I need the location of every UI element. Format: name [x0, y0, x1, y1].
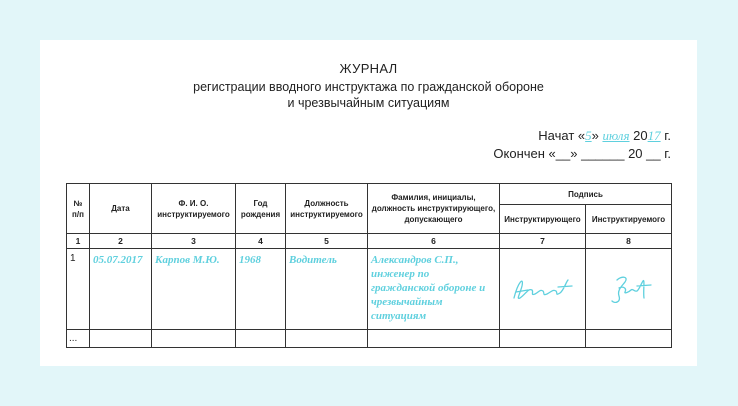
column-number: 4: [236, 234, 286, 249]
header-sig-instructor: Инструктирующего: [500, 205, 586, 234]
trainee-signature: [586, 249, 672, 330]
empty-cell: [90, 330, 152, 348]
row-fio: Карпов М.Ю.: [152, 249, 236, 330]
column-number: 8: [586, 234, 672, 249]
instructor-signature: [500, 249, 586, 330]
empty-cell: [236, 330, 286, 348]
empty-cell: [286, 330, 368, 348]
table-row: [67, 330, 672, 348]
started-date-line: [538, 128, 671, 144]
empty-cell: [586, 330, 672, 348]
started-year-suffix: 17: [647, 128, 661, 143]
column-number-row: [67, 234, 672, 249]
empty-cell: [152, 330, 236, 348]
column-number: 5: [286, 234, 368, 249]
started-end: г.: [660, 128, 671, 143]
instructor-signature-icon: [508, 272, 578, 306]
header-instructor: Фамилия, инициалы, должность инструктирующего, допускающего: [368, 184, 500, 234]
column-number: 3: [152, 234, 236, 249]
row-num: 1: [67, 249, 90, 330]
trainee-signature-icon: [599, 272, 659, 306]
header-num: № п/п: [67, 184, 90, 234]
row-date: 05.07.2017: [90, 249, 152, 330]
started-year-prefix: 20: [629, 128, 648, 143]
started-month: июля: [602, 128, 630, 143]
row-position: Водитель: [286, 249, 368, 330]
column-number: 6: [368, 234, 500, 249]
header-sig-trainee: Инструктируемого: [586, 205, 672, 234]
started-mid: »: [591, 128, 603, 143]
empty-cell: [368, 330, 500, 348]
registration-table: [66, 183, 672, 348]
row-birth-year: 1968: [236, 249, 286, 330]
column-number: 1: [67, 234, 90, 249]
ended-date-line: Окончен «__» ______ 20 __ г.: [493, 146, 671, 161]
journal-subtitle-line2: и чрезвычайным ситуациям: [287, 96, 450, 110]
header-birth-year: Год рождения: [236, 184, 286, 234]
empty-cell: [500, 330, 586, 348]
header-position: Должность инструктируемого: [286, 184, 368, 234]
journal-sheet: [40, 40, 697, 366]
started-day: 5: [585, 128, 592, 143]
started-label: Начат «: [538, 128, 586, 143]
row-instructor: Александров С.П., инженер по гражданской обороне и чрезвычайным ситуациям: [368, 249, 500, 330]
row-ellipsis: ...: [67, 330, 90, 348]
column-number: 2: [90, 234, 152, 249]
journal-subtitle-line1: регистрации вводного инструктажа по гражданской обороне: [193, 80, 544, 94]
table-row: [67, 249, 672, 330]
header-signature: Подпись: [500, 184, 672, 205]
column-number: 7: [500, 234, 586, 249]
journal-title: ЖУРНАЛ: [339, 61, 398, 76]
header-fio: Ф. И. О. инструктируемого: [152, 184, 236, 234]
header-date: Дата: [90, 184, 152, 234]
